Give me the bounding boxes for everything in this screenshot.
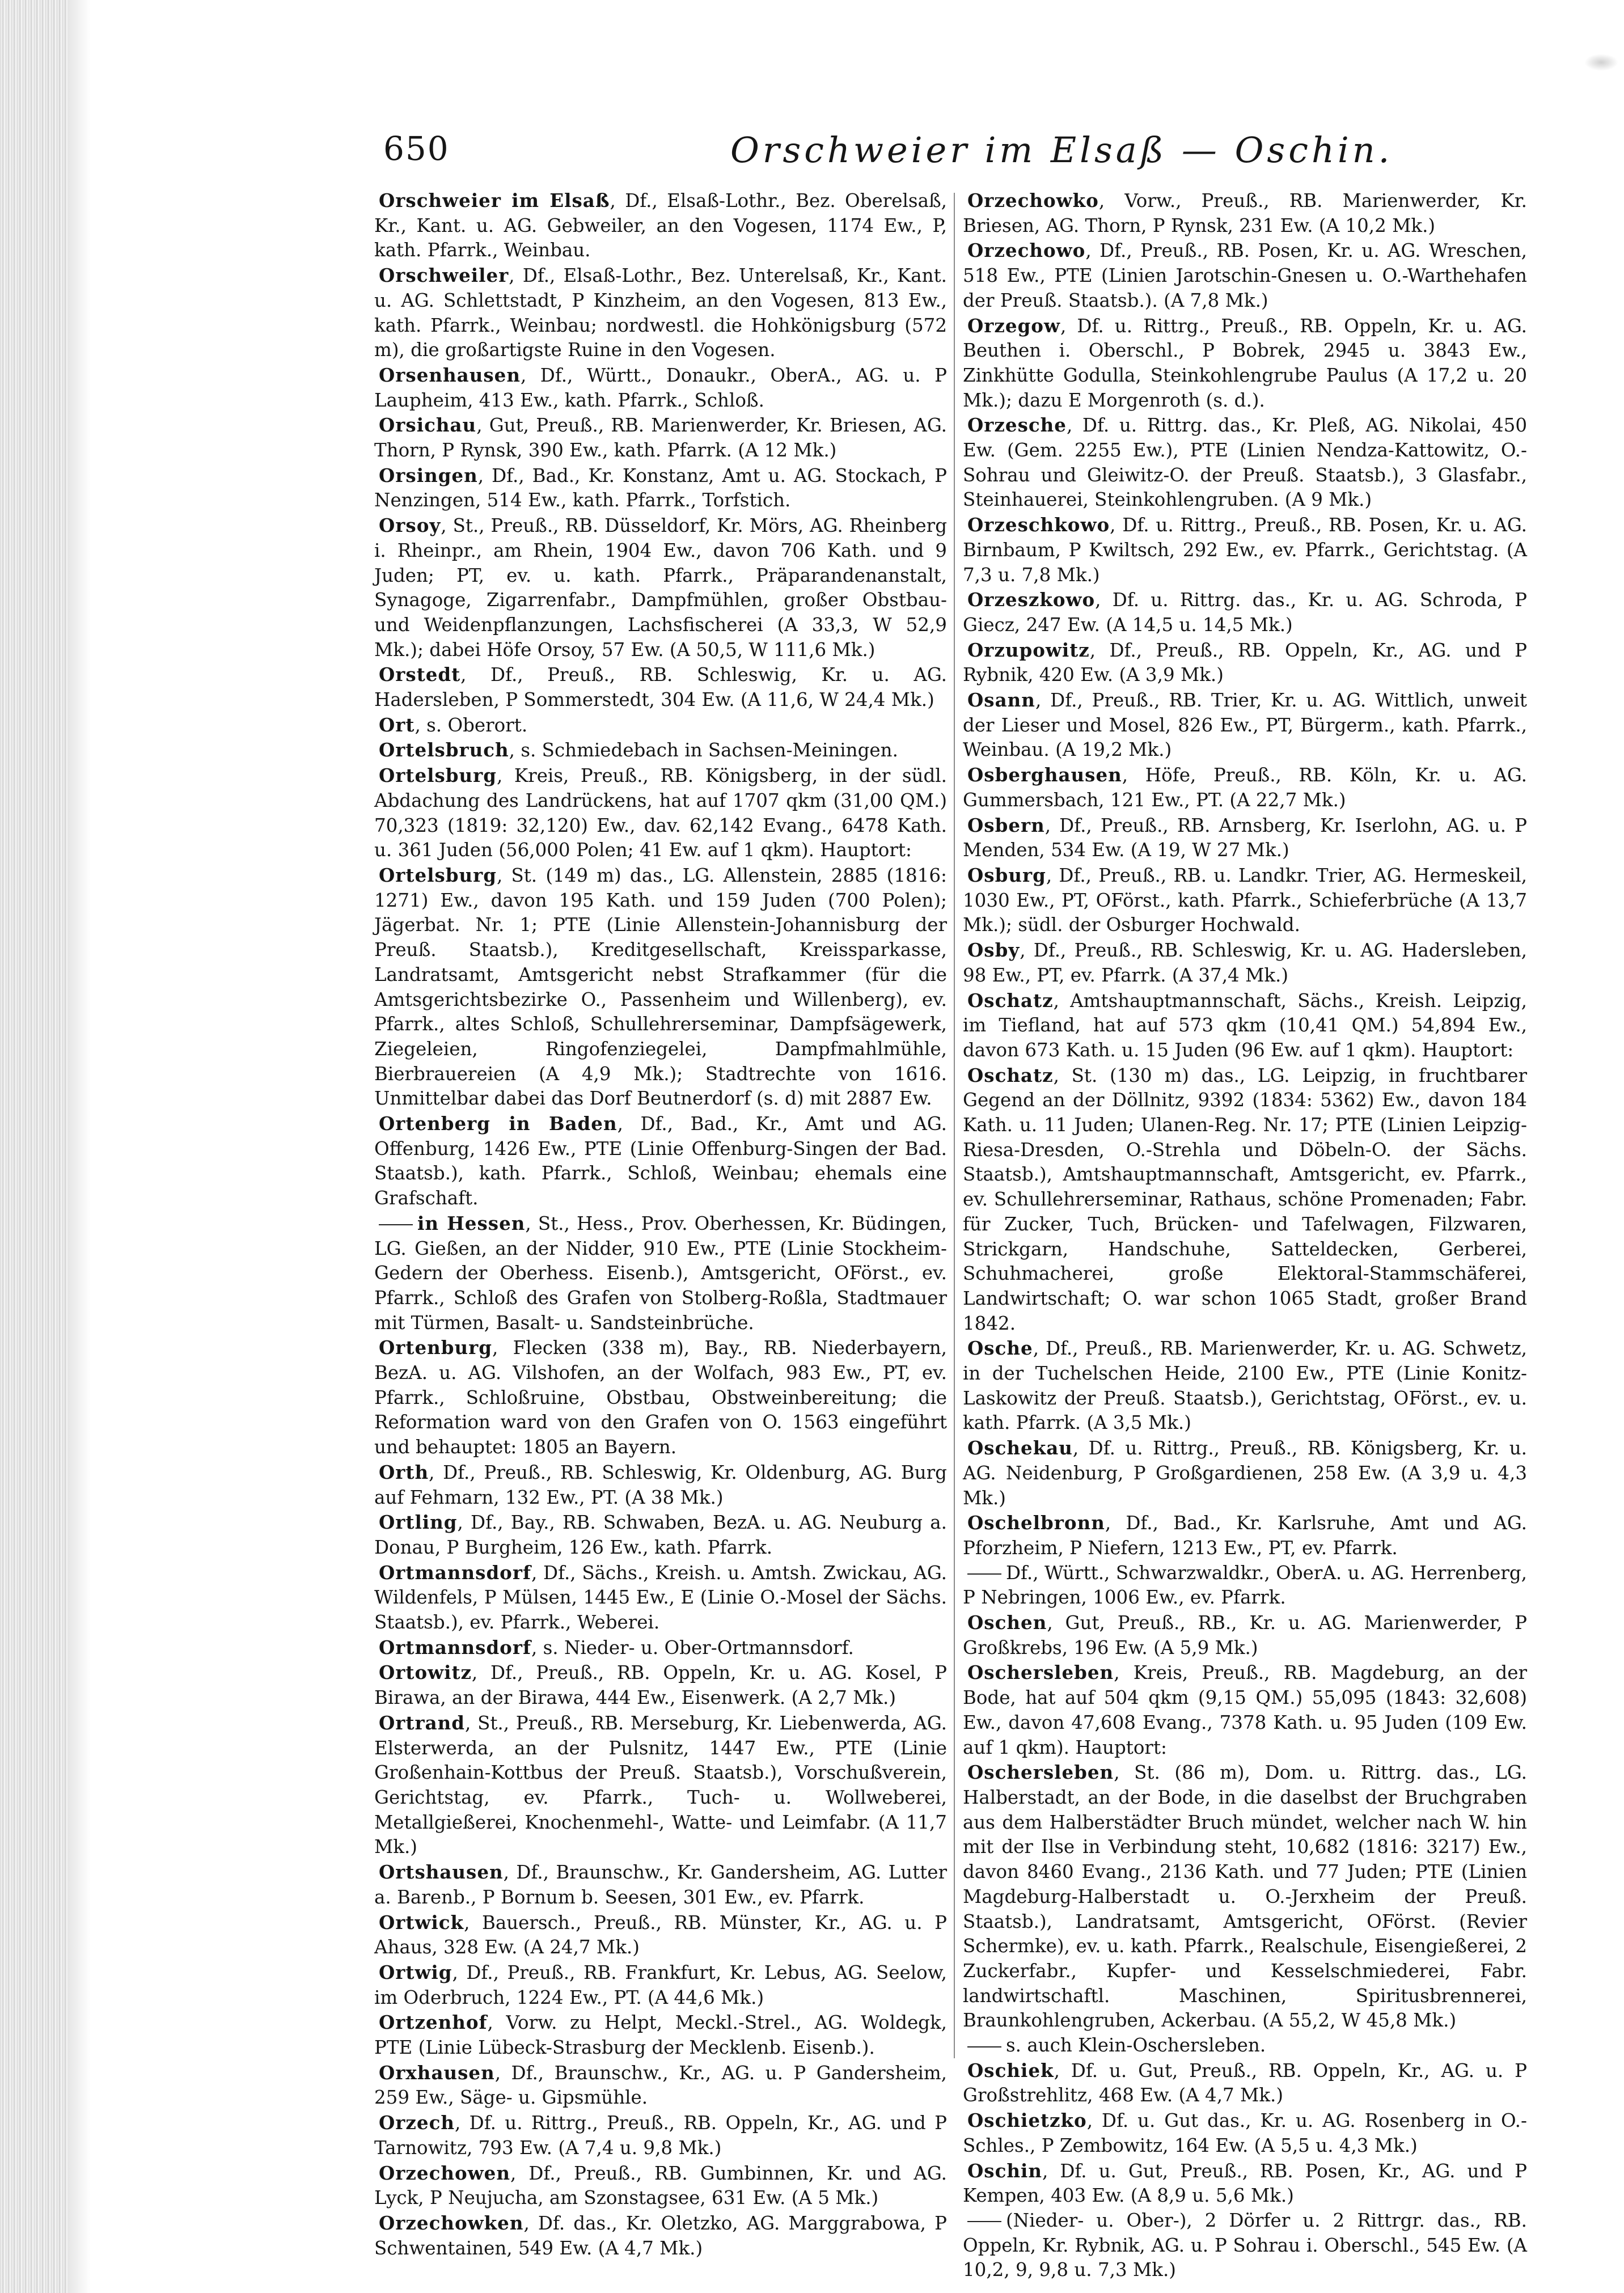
dictionary-entry: [963, 1610, 1527, 1660]
entry-headword: Orsenhausen: [379, 363, 521, 386]
dictionary-entry: [374, 2010, 947, 2060]
entry-text: , Df. u. Rittrg., Preuß., RB. Posen, Kr. u. AG. Birnbaum, P Kwiltsch, 292 Ew., ev. Pfarrk., Gerichtstag. (A 7,3 u. 7,8 Mk.): [963, 514, 1527, 586]
dictionary-entry: [963, 1336, 1527, 1436]
entry-text: , Df., Preuß., RB. Oppeln, Kr., AG. und P Rybnik, 420 Ew. (A 3,9 Mk.): [963, 639, 1527, 686]
entry-text: , Df. u. Rittrg., Preuß., RB. Oppeln, Kr. u. AG. Beuthen i. Oberschl., P Bobrek, 2945 u. 3843 Ew., Zinkhütte Godulla, Steinkohlengrube Paulus (A 17,2 u. 20 Mk.); dazu E Morgenroth (s. d.).: [963, 315, 1527, 411]
entry-headword: Oschin: [967, 2159, 1043, 2182]
dictionary-entry: [374, 1111, 947, 1211]
entry-text: , Df., Braunschw., Kr., AG. u. P Gandersheim, 259 Ew., Säge- u. Gipsmühle.: [374, 2062, 947, 2109]
entry-text: , Df., Preuß., RB. Posen, Kr. u. AG. Wreschen, 518 Ew., PTE (Linien Jarotschin-Gnesen u. O.-Warthehafen der Preuß. Staatsb.). (A 7,8 Mk.): [963, 240, 1527, 311]
entry-text: , Df., Braunschw., Kr. Gandersheim, AG. Lutter a. Barenb., P Bornum b. Seesen, 301 Ew., ev. Pfarrk.: [374, 1862, 947, 1908]
entry-text: Df., Württ., Schwarzwaldkr., OberA. u. AG. Herrenberg, P Nebringen, 1006 Ew., ev. Pfarrk.: [963, 1562, 1527, 1609]
entry-headword: Orzeszkowo: [967, 589, 1096, 611]
entry-text: , Df. das., Kr. Oletzko, AG. Marggrabowa, P Schwentainen, 549 Ew. (A 4,7 Mk.): [374, 2212, 947, 2259]
entry-headword: Orzechowo: [967, 239, 1086, 262]
dictionary-entry: [963, 1436, 1527, 1511]
dictionary-entry: [963, 688, 1527, 763]
dictionary-entry: [963, 1760, 1527, 2033]
entry-headword: Osburg: [967, 864, 1046, 886]
dictionary-entry: [374, 2211, 947, 2261]
entry-text: , Amtshauptmannschaft, Sächs., Kreish. Leipzig, im Tiefland, hat auf 573 qkm (10,41 QM.) 54,894 Ew., davon 673 Kath. u. 15 Juden (96 Ew. auf 1 qkm). Hauptort:: [963, 989, 1527, 1061]
dictionary-entry: [374, 713, 947, 738]
entry-text: , Df., Sächs., Kreish. u. Amtsh. Zwickau, AG. Wildenfels, P Mülsen, 1445 Ew., E (Linie O.-Mosel der Sächs. Staatsb.), ev. Pfarrk., Weberei.: [374, 1562, 947, 1634]
entry-text: , Höfe, Preuß., RB. Köln, Kr. u. AG. Gummersbach, 121 Ew., PT. (A 22,7 Mk.): [963, 764, 1527, 811]
entry-headword: Orzeschkowo: [967, 514, 1110, 536]
entry-text: , Gut, Preuß., RB. Marienwerder, Kr. Briesen, AG. Thorn, P Rynsk, 390 Ew., kath. Pfarrk. (A 12 Mk.): [374, 414, 947, 462]
entry-headword: Ortowitz: [379, 1661, 472, 1684]
entry-headword: Orschweier im Elsaß: [379, 189, 610, 211]
entry-headword: Oschen: [967, 1611, 1047, 1634]
entry-headword: Orzupowitz: [967, 638, 1090, 661]
entry-headword: Orzechowen: [379, 2161, 510, 2184]
dictionary-entry: [374, 1211, 947, 1336]
entry-headword: Ortzenhof: [379, 2011, 488, 2034]
entry-headword: in Hessen: [417, 1212, 526, 1234]
dictionary-entry: [374, 1910, 947, 1960]
entry-headword: Orschweiler: [379, 264, 509, 287]
entry-headword: Orzesche: [967, 414, 1067, 437]
entry-text: , Vorw. zu Helpt, Meckl.-Strel., AG. Woldegk, PTE (Linie Lübeck-Strasburg der Mecklenb. Eisenb.).: [374, 2012, 947, 2059]
entry-headword: Ortelsbruch: [379, 739, 509, 761]
repeat-dash: [967, 1573, 1001, 1575]
dictionary-entry: [374, 863, 947, 1111]
dictionary-entry: [374, 1635, 947, 1661]
entry-headword: Orzechowken: [379, 2211, 524, 2234]
entry-text: , Df., Preuß., RB. Oppeln, Kr. u. AG. Kosel, P Birawa, an der Birawa, 444 Ew., Eisenwerk. (A 2,7 Mk.): [374, 1662, 947, 1709]
entry-headword: Ortwick: [379, 1911, 464, 1934]
entry-text: , Kreis, Preuß., RB. Königsberg, in der südl. Abdachung des Landrückens, hat auf 1707 qkm (31,00 QM.) 70,323 (1819: 32,120) Ew., dav. 62,142 Evang., 6478 Kath. u. 361 Juden (56,000 Polen; 41 Ew. auf 1 qkm). Hauptort:: [374, 765, 947, 861]
entry-text: , Df., Preuß., RB. Schleswig, Kr. u. AG. Hadersleben, 98 Ew., PT, ev. Pfarrk. (A 37,4 Mk.): [963, 940, 1527, 986]
entry-headword: Ortrand: [379, 1711, 465, 1734]
dictionary-entry: [963, 587, 1527, 637]
entry-headword: Ortling: [379, 1511, 458, 1534]
entry-headword: Ortshausen: [379, 1861, 504, 1884]
dictionary-entry: [374, 1560, 947, 1635]
entry-text: , Df., Preuß., RB. Marienwerder, Kr. u. AG. Schwetz, in der Tuchelschen Heide, 2100 Ew., PTE (Linie Konitz-Laskowitz der Preuß. Staatsb.), Gerichtstag, OFörst., ev. u. kath. Pfarrk. (A 3,5 Mk.): [963, 1338, 1527, 1434]
entry-headword: Oschietzko: [967, 2109, 1087, 2132]
dictionary-entry: [963, 988, 1527, 1063]
entry-text: , Df., Bad., Kr., Amt und AG. Offenburg, 1426 Ew., PTE (Linie Offenburg-Singen der Bad. Staatsb.), kath. Pfarrk., Schloß, Weinbau; ehemals eine Grafschaft.: [374, 1113, 947, 1209]
left-column: [374, 188, 947, 2259]
dictionary-entry: [963, 1063, 1527, 1336]
entry-headword: Orth: [379, 1461, 429, 1483]
entry-text: , St. (86 m), Dom. u. Rittrg. das., LG. Halberstadt, an der Bode, in die daselbst der Bruchgraben aus dem Halberstädter Bruch mündet, welcher nach W. hin mit der Ilse in Verbindung steht, 10,682 (1816: 3217) Ew., davon 8460 Evang., 2136 Kath. und 77 Juden; PTE (Linien Magdeburg-Halberstadt u. O.-Jerxheim der Preuß. Staatsb.), Landratsamt, Amtsgericht, OFörst. (Revier Schermke), ev. u. kath. Pfarrk., Realschule, Eisengießerei, 2 Zuckerfabr., Kupfer- und Kesselschmiederei, Fabr. landwirtschaftl. Maschinen, Spiritusbrennerei, Braunkohlengruben, Ackerbau. (A 55,2, W 45,8 Mk.): [963, 1762, 1527, 2032]
dictionary-entry: [963, 188, 1527, 238]
dictionary-entry: [374, 1335, 947, 1460]
entry-headword: Ortelsburg: [379, 864, 497, 886]
entry-headword: Orzechowko: [967, 189, 1099, 211]
dictionary-entry: [963, 2058, 1527, 2108]
entry-text: , Df. u. Rittrg., Preuß., RB. Königsberg, Kr. u. AG. Neidenburg, P Großgardienen, 258 Ew. (A 3,9 u. 4,3 Mk.): [963, 1437, 1527, 1509]
entry-text: , Df., Preuß., RB. Gumbinnen, Kr. und AG. Lyck, P Neujucha, am Szonstagsee, 631 Ew. (A 5 Mk.): [374, 2162, 947, 2209]
entry-headword: Oschersleben: [967, 1661, 1114, 1684]
entry-headword: Oschersleben: [967, 1761, 1114, 1784]
entry-headword: Ortmannsdorf: [379, 1636, 531, 1659]
dictionary-entry: [374, 2110, 947, 2160]
entry-headword: Ort: [379, 713, 415, 736]
dictionary-entry: [963, 2033, 1527, 2058]
entry-text: , Kreis, Preuß., RB. Magdeburg, an der Bode, hat auf 504 qkm (9,15 QM.) 55,095 (1843: 32,608) Ew., davon 47,608 Evang., 7378 Kath. u. 95 Juden (109 Ew. auf 1 qkm). Hauptort:: [963, 1662, 1527, 1758]
dictionary-entry: [374, 513, 947, 662]
entry-text: , Df. u. Gut, Preuß., RB. Oppeln, Kr., AG. u. P Großstrehlitz, 468 Ew. (A 4,7 Mk.): [963, 2059, 1527, 2106]
entry-headword: Osberghausen: [967, 764, 1122, 786]
entry-headword: Orsichau: [379, 414, 477, 437]
entry-text: , Df. u. Rittrg. das., Kr. Pleß, AG. Nikolai, 450 Ew. (Gem. 2255 Ew.), PTE (Linien Nendza-Kattowitz, O.-Sohrau und Gleiwitz-O. der Preuß. Staatsb.), 3 Glasfabr., Steinhauerei, Steinkohlengruben. (A 9 Mk.): [963, 414, 1527, 511]
entry-headword: Ortmannsdorf: [379, 1561, 531, 1584]
entry-text: , Df., Preuß., RB. Frankfurt, Kr. Lebus, AG. Seelow, im Oderbruch, 1224 Ew., PT. (A 44,6 Mk.): [374, 1961, 947, 2008]
entry-text: , Df., Elsaß-Lothr., Bez. Oberelsaß, Kr., Kant. u. AG. Gebweiler, an den Vogesen, 1174 Ew., P, kath. Pfarrk., Weinbau.: [374, 190, 947, 261]
dictionary-entry: [963, 938, 1527, 988]
dictionary-entry: [374, 738, 947, 763]
dictionary-entry: [963, 638, 1527, 688]
entry-text: , Df., Elsaß-Lothr., Bez. Unterelsaß, Kr., Kant. u. AG. Schlettstadt, P Kinzheim, an den Vogesen, 813 Ew., kath. Pfarrk., Weinbau; nordwestl. die Hohkönigsburg (572 m), die großartigste Ruine in den Vogesen.: [374, 265, 947, 361]
paper-speck: [1584, 54, 1618, 71]
dictionary-entry: [374, 413, 947, 463]
entry-text: , Df., Bay., RB. Schwaben, BezA. u. AG. Neuburg a. Donau, P Burgheim, 126 Ew., kath. Pfarrk.: [374, 1512, 947, 1558]
dictionary-entry: [963, 2159, 1527, 2209]
dictionary-entry: [374, 1510, 947, 1560]
entry-text: , Df., Bad., Kr. Karlsruhe, Amt und AG. Pforzheim, P Niefern, 1213 Ew., PT, ev. Pfarrk.: [963, 1512, 1527, 1559]
entry-text: (Nieder- u. Ober-), 2 Dörfer u. 2 Rittrgr. das., RB. Oppeln, Kr. Rybnik, AG. u. P Sohrau i. Oberschl., 545 Ew. (A 10,2, 9, 9,8 u. 7,3 Mk.): [963, 2209, 1527, 2281]
entry-headword: Oschiek: [967, 2059, 1054, 2082]
repeat-dash: [967, 2221, 1001, 2222]
dictionary-entry: [374, 1711, 947, 1860]
entry-headword: Ortenburg: [379, 1336, 492, 1359]
entry-headword: Orxhausen: [379, 2061, 495, 2084]
dictionary-entry: [963, 763, 1527, 813]
entry-text: , Df., Preuß., RB. Arnsberg, Kr. Iserlohn, AG. u. P Menden, 534 Ew. (A 19, W 27 Mk.): [963, 814, 1527, 861]
entry-headword: Osann: [967, 689, 1035, 712]
entry-text: , St. (130 m) das., LG. Leipzig, in fruchtbarer Gegend an der Döllnitz, 9392 (1834: 5362) Ew., davon 184 Kath. u. 11 Juden; Ulanen-Reg. Nr. 17; PTE (Linien Leipzig-Riesa-Dresden, O.-Strehla und Döbeln-O. der Sächs. Staatsb.), Amtshauptmannschaft, Amtsgericht, ev. Pfarrk., ev. Schullehrerseminar, Rathaus, schöne Promenaden; Fabr. für Zucker, Tuch, Brücken- und Tafelwagen, Filzwaren, Strickgarn, Handschuhe, Satteldecken, Gerberei, Schuhmacherei, große Elektoral-Stammschäferei, Landwirtschaft; O. war schon 1065 Stadt, großer Brand 1842.: [963, 1064, 1527, 1334]
dictionary-entry: [963, 1660, 1527, 1760]
entry-text: , St., Hess., Prov. Oberhessen, Kr. Büdingen, LG. Gießen, an der Nidder, 910 Ew., PTE (Linie Stockheim-Gedern der Oberhess. Eisenb.), Amtsgericht, OFörst., ev. Pfarrk., Schloß des Grafen von Stolberg-Roßla, Stadtmauer mit Türmen, Basalt- u. Sandsteinbrüche.: [374, 1212, 947, 1334]
entry-text: , Df., Preuß., RB. u. Landkr. Trier, AG. Hermeskeil, 1030 Ew., PT, OFörst., kath. Pfarrk., Schieferbrüche (A 13,7 Mk.); südl. der Osburger Hochwald.: [963, 864, 1527, 936]
entry-text: s. auch Klein-Oschersleben.: [1006, 2034, 1266, 2057]
entry-text: , Df. u. Gut das., Kr. u. AG. Rosenberg in O.-Schles., P Zembowitz, 164 Ew. (A 5,5 u. 4,3 Mk.): [963, 2110, 1527, 2156]
entry-text: , Df., Württ., Donaukr., OberA., AG. u. P Laupheim, 413 Ew., kath. Pfarrk., Schloß.: [374, 364, 947, 411]
dictionary-entry: [963, 314, 1527, 413]
entry-text: , s. Nieder- u. Ober-Ortmannsdorf.: [531, 1636, 854, 1659]
dictionary-entry: [374, 1660, 947, 1710]
dictionary-entry: [963, 2108, 1527, 2158]
entry-headword: Ortelsburg: [379, 764, 497, 787]
entry-text: , Df. u. Rittrg. das., Kr. u. AG. Schroda, P Giecz, 247 Ew. (A 14,5 u. 14,5 Mk.): [963, 589, 1527, 636]
dictionary-entry: [374, 1860, 947, 1910]
dictionary-entry: [374, 363, 947, 413]
repeat-dash: [379, 1224, 413, 1225]
dictionary-entry: [374, 1460, 947, 1510]
entry-text: , Df., Preuß., RB. Trier, Kr. u. AG. Wittlich, unweit der Lieser und Mosel, 826 Ew., PT, Bürgerm., kath. Pfarrk., Weinbau. (A 19,2 Mk.): [963, 689, 1527, 761]
dictionary-entry: [963, 813, 1527, 863]
dictionary-entry: [374, 2061, 947, 2110]
dictionary-entry: [374, 463, 947, 513]
repeat-dash: [967, 2046, 1001, 2047]
dictionary-entry: [374, 1960, 947, 2010]
dictionary-entry: [374, 263, 947, 363]
entry-text: , St., Preuß., RB. Merseburg, Kr. Liebenwerda, AG. Elsterwerda, an der Pulsnitz, 1447 Ew., PTE (Linie Großenhain-Kottbus der Preuß. Staatsb.), Vorschußverein, Gerichtstag, ev. Pfarrk., Tuch- u. Wollweberei, Metallgießerei, Knochenmehl-, Watte- und Leimfabr. (A 11,7 Mk.): [374, 1712, 947, 1858]
entry-headword: Orzech: [379, 2112, 455, 2134]
dictionary-entry: [963, 413, 1527, 513]
right-column: [963, 188, 1527, 2281]
column-rule: [954, 193, 955, 2058]
entry-text: , Df., Preuß., RB. Schleswig, Kr. Oldenburg, AG. Burg auf Fehmarn, 132 Ew., PT. (A 38 Mk.): [374, 1461, 947, 1508]
entry-text: , Gut, Preuß., RB., Kr. u. AG. Marienwerder, P Großkrebs, 196 Ew. (A 5,9 Mk.): [963, 1612, 1527, 1659]
dictionary-entry: [374, 763, 947, 863]
entry-text: , Df. u. Gut, Preuß., RB. Posen, Kr., AG. und P Kempen, 403 Ew. (A 8,9 u. 5,6 Mk.): [963, 2160, 1527, 2207]
entry-headword: Osbern: [967, 814, 1045, 836]
entry-text: , s. Oberort.: [415, 714, 528, 736]
dictionary-entry: [374, 2161, 947, 2211]
entry-headword: Oschatz: [967, 1064, 1054, 1086]
running-head: Orschweier im Elsaß — Oschin.: [730, 129, 1393, 171]
book-binding-shadow: [0, 0, 68, 2293]
entry-text: , Bauersch., Preuß., RB. Münster, Kr., AG. u. P Ahaus, 328 Ew. (A 24,7 Mk.): [374, 1911, 947, 1958]
entry-headword: Ortenberg in Baden: [379, 1112, 618, 1135]
entry-text: , s. Schmiedebach in Sachsen-Meiningen.: [509, 739, 898, 761]
dictionary-entry: [374, 662, 947, 712]
entry-headword: Orsingen: [379, 464, 478, 486]
entry-text: , St., Preuß., RB. Düsseldorf, Kr. Mörs, AG. Rheinberg i. Rheinpr., am Rhein, 1904 Ew., davon 706 Kath. und 9 Juden; PT, ev. u. kath. Pfarrk., Präparandenanstalt, Synagoge, Zigarrenfabr., Dampfmühlen, großer Obstbau- und Weidenpflanzungen, Lachsfischerei (A 33,3, W 52,9 Mk.); dabei Höfe Orsoy, 57 Ew. (A 50,5, W 111,6 Mk.): [374, 515, 947, 661]
dictionary-entry: [963, 863, 1527, 938]
entry-headword: Osche: [967, 1337, 1033, 1360]
entry-headword: Oschatz: [967, 989, 1054, 1012]
entry-headword: Oschekau: [967, 1437, 1073, 1459]
entry-text: , Df., Bad., Kr. Konstanz, Amt u. AG. Stockach, P Nenzingen, 514 Ew., kath. Pfarrk., Torfstich.: [374, 464, 947, 511]
page-number: 650: [383, 129, 450, 168]
entry-text: , Flecken (338 m), Bay., RB. Niederbayern, BezA. u. AG. Vilshofen, an der Wolfach, 983 Ew., PT, ev. Pfarrk., Schloßruine, Obstbau, Obstweinbereitung; die Reformation ward von den Grafen von O. 1563 eingeführt und behauptet: 1805 an Bayern.: [374, 1337, 947, 1458]
binding-fade: [68, 0, 91, 2293]
dictionary-entry: [963, 513, 1527, 587]
entry-text: , Df. u. Rittrg., Preuß., RB. Oppeln, Kr., AG. und P Tarnowitz, 793 Ew. (A 7,4 u. 9,8 Mk.): [374, 2112, 947, 2159]
entry-headword: Orsoy: [379, 514, 441, 537]
dictionary-entry: [963, 1511, 1527, 1560]
dictionary-entry: [963, 2209, 1527, 2283]
dictionary-entry: [374, 188, 947, 263]
entry-headword: Osby: [967, 939, 1020, 962]
entry-text: , Df., Preuß., RB. Schleswig, Kr. u. AG. Hadersleben, P Sommerstedt, 304 Ew. (A 11,6, W 24,4 Mk.): [374, 664, 947, 711]
page-header: [383, 129, 1421, 183]
entry-headword: Ortwig: [379, 1961, 452, 1983]
entry-headword: Orstedt: [379, 663, 461, 686]
entry-headword: Oschelbronn: [967, 1512, 1105, 1534]
dictionary-entry: [963, 238, 1527, 313]
entry-headword: Orzegow: [967, 314, 1060, 337]
entry-text: , Vorw., Preuß., RB. Marienwerder, Kr. Briesen, AG. Thorn, P Rynsk, 231 Ew. (A 10,2 Mk.): [963, 190, 1527, 236]
dictionary-entry: [963, 1561, 1527, 1610]
entry-text: , St. (149 m) das., LG. Allenstein, 2885 (1816: 1271) Ew., davon 195 Kath. und 159 Juden (700 Polen); Jägerbat. Nr. 1; PTE (Linie Allenstein-Johannisburg der Preuß. Staatsb.), Kreditgesellschaft, Kreissparkasse, Landratsamt, Amtsgericht nebst Strafkammer (für die Amtsgerichtsbezirke O., Passenheim und Willenberg), ev. Pfarrk., altes Schloß, Schullehrerseminar, Dampfsägewerk, Ziegeleien, Ringofenziegelei, Dampfmahlmühle, Bierbrauereien (A 4,9 Mk.); Stadtrechte von 1616. Unmittelbar dabei das Dorf Beutnerdorf (s. d) mit 2887 Ew.: [374, 864, 947, 1110]
